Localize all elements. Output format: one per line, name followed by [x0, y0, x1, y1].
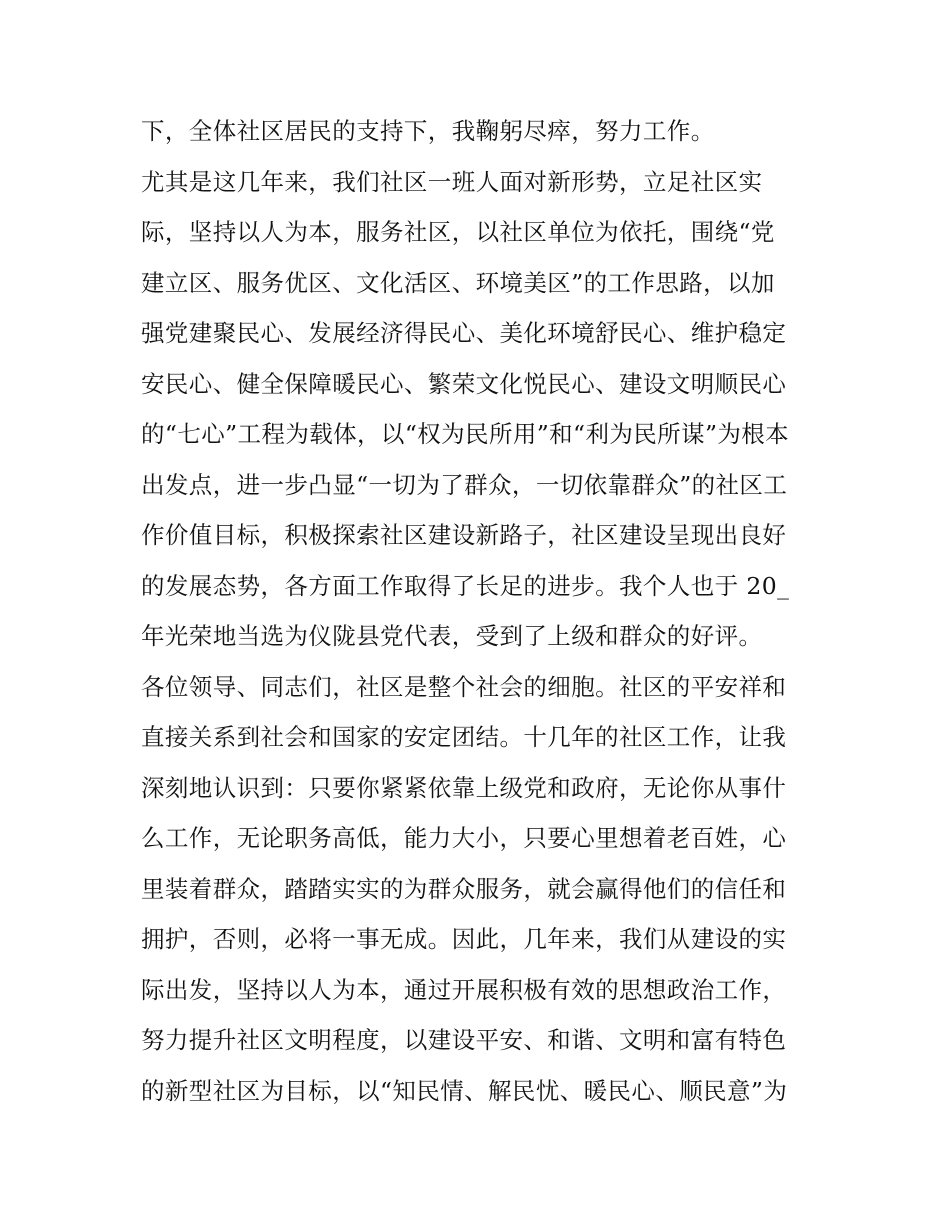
text-line: 的“七心”工程为载体，以“权为民所用”和“利为民所谋”为根本 — [141, 420, 790, 448]
text-line: 建立区、服务优区、文化活区、环境美区”的工作思路，以加 — [141, 268, 775, 297]
text-line: 拥护，否则，必将一事无成。因此，几年来，我们从建设的实 — [141, 925, 787, 953]
text-line: 安民心、健全保障暖民心、繁荣文化悦民心、建设文明顺民心 — [141, 369, 787, 398]
text-line: 际出发，坚持以人为本，通过开展积极有效的思想政治工作， — [141, 975, 787, 1004]
text-line: 尤其是这几年来，我们社区一班人面对新形势，立足社区实 — [141, 167, 763, 196]
text-line: 深刻地认识到：只要你紧紧依靠上级党和政府，无论你从事什 — [141, 773, 787, 802]
text-line: 出发点，进一步凸显“一切为了群众，一切依靠群众”的社区工 — [141, 470, 788, 499]
text-line: 强党建聚民心、发展经济得民心、美化环境舒民心、维护稳定 — [141, 319, 787, 347]
text-line: 里装着群众，踏踏实实的为群众服务，就会赢得他们的信任和 — [141, 874, 787, 903]
text-line: 直接关系到社会和国家的安定团结。十几年的社区工作，让我 — [141, 723, 787, 751]
text-line: 年光荣地当选为仪陇县党代表，受到了上级和群众的好评。 — [141, 622, 763, 650]
text-line: 的新型社区为目标，以“知民情、解民忧、暖民心、顺民意”为 — [141, 1076, 788, 1105]
text-line: 努力提升社区文明程度，以建设平安、和谐、文明和富有特色 — [141, 1026, 787, 1054]
text-line: 下，全体社区居民的支持下，我鞠躬尽瘁，努力工作。 — [141, 117, 715, 145]
text-line: 各位领导、同志们，社区是整个社会的细胞。社区的平安祥和 — [141, 672, 787, 701]
text-line: 的发展态势，各方面工作取得了长足的进步。我个人也于 20_ — [141, 571, 790, 600]
text-line: 作价值目标，积极探索社区建设新路子，社区建设呈现出良好 — [141, 521, 787, 549]
body-text — [141, 106, 821, 1116]
text-line: 么工作，无论职务高低，能力大小，只要心里想着老百姓，心 — [141, 824, 787, 852]
text-line: 际，坚持以人为本，服务社区，以社区单位为依托，围绕“党 — [141, 218, 775, 246]
